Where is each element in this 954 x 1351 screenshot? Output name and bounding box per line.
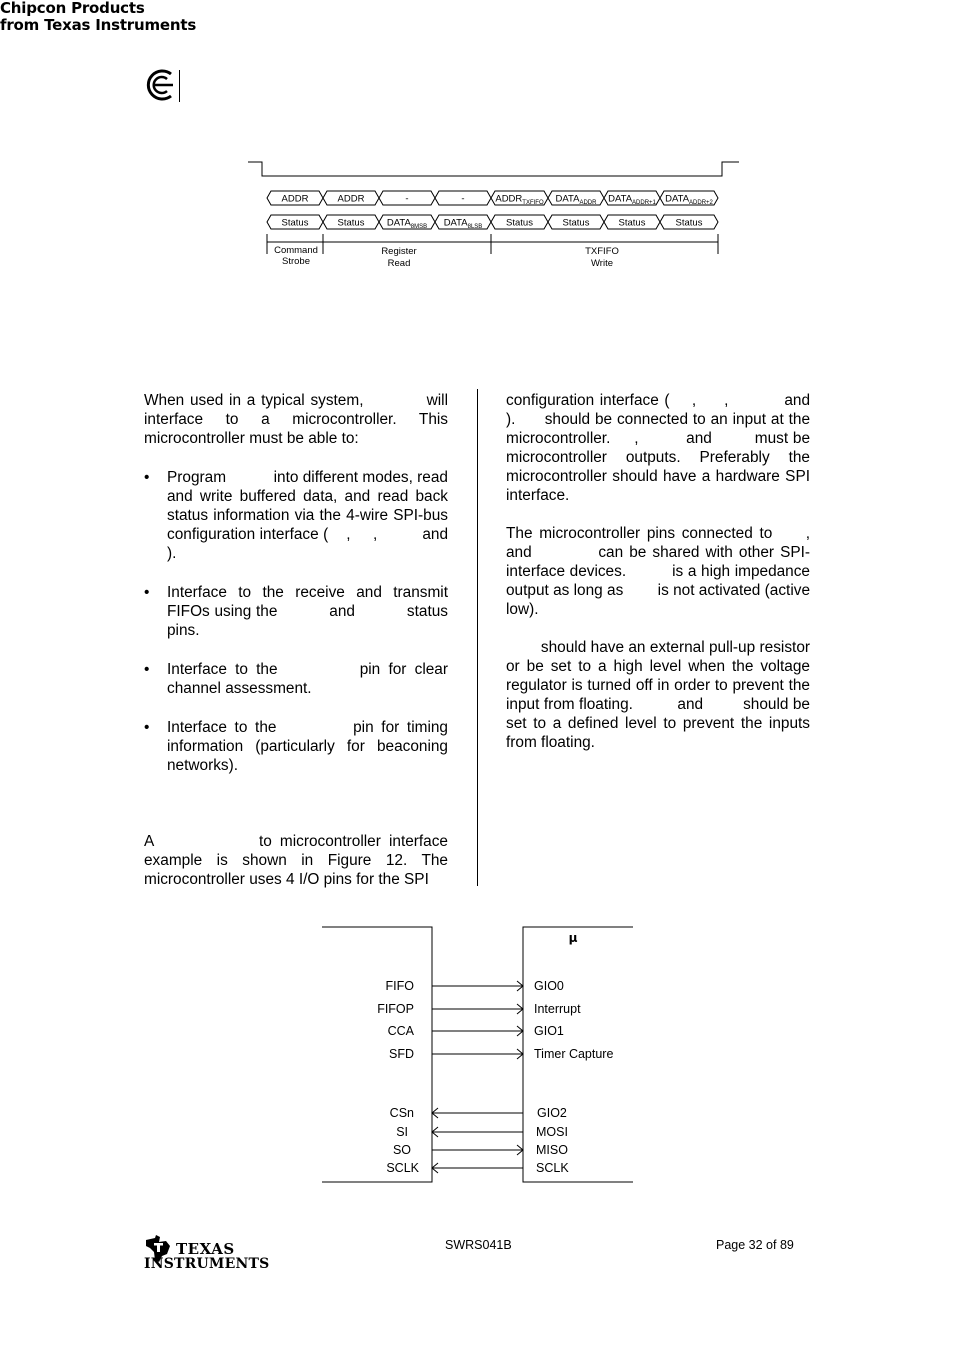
intro-paragraph: When used in a typical system, will interface to a microcontroller. This microcontroller must be able to:	[144, 392, 453, 447]
pin-gio2: GIO2	[537, 1106, 567, 1120]
pin-fifo: FIFO	[385, 979, 414, 993]
bus-cell-label: $DATA_{ADDR+2}$	[665, 193, 713, 206]
group-label-strobe: Strobe	[282, 256, 310, 267]
bullet-text: Interface to the pin for clear channel assessment.	[167, 661, 453, 697]
doc-id: SWRS041B	[445, 1238, 512, 1252]
bus-cell-label: $DATA_{8MSB}$	[386, 217, 428, 230]
pin-fifop: FIFOP	[377, 1002, 414, 1016]
pin-si: SI	[396, 1125, 408, 1139]
bus-cell-subscript: TXFIFO	[522, 200, 544, 206]
ti-logo-line-1: TEXAS	[176, 1240, 235, 1258]
bus-cell-subscript: 8LSB	[467, 224, 483, 230]
bus-cell-subscript: ADDR+2	[689, 200, 713, 206]
bus-cell-label: ADDR	[337, 193, 365, 205]
pin-timer-capture: Timer Capture	[534, 1047, 614, 1061]
pin-sclk-right: SCLK	[536, 1161, 569, 1175]
interface-example-paragraph: A to microcontroller interface example is shown in Figure 12. The microcontroller uses 4 I/O pins for the SPI	[144, 833, 453, 888]
mcu-label: μ	[568, 931, 578, 945]
bullet-dot: •	[144, 719, 150, 736]
brand-line-2: from Texas Instruments	[0, 16, 197, 34]
transceiver-box	[322, 927, 432, 1182]
shared-pins-paragraph: The microcontroller pins connected to , and can be shared with other SPI-interface devices. is a high impedance output as long as is not activated (active low).	[506, 525, 840, 618]
config-interface-paragraph: configuration interface ( , , and ). should be connected to an input at the microcontroller. , and must be microcontroller outputs. Preferably the microcontroller should have a hardware SPI interface.	[506, 392, 845, 504]
bus-cell-label: Status	[281, 217, 309, 229]
bullet-text: Program into different modes, read and write buffered data, and read back status information via the 4-wire SPI-bus configuration interface ( , , and ).	[167, 469, 474, 562]
group-label-command: Command	[274, 245, 318, 256]
pin-cca: CCA	[387, 1024, 414, 1038]
pin-interrupt: Interrupt	[534, 1002, 581, 1016]
group-label-write: Write	[591, 258, 613, 269]
bus-cell-label: ADDR	[281, 193, 309, 205]
pin-sfd: SFD	[389, 1047, 414, 1061]
bus-cell-label: Status	[506, 217, 533, 229]
bus-cell-label: Status	[618, 217, 646, 229]
bullet-text: Interface to the pin for timing information (particularly for beaconing networks).	[167, 719, 453, 774]
bus-cell-label: Status	[337, 217, 365, 229]
pin-sclk-left: SCLK	[386, 1161, 419, 1175]
bus-cell-label: Status	[562, 217, 590, 229]
brand-line-1: Chipcon Products	[0, 0, 145, 17]
pin-miso: MISO	[536, 1143, 568, 1157]
bus-cell-subscript: 8MSB	[410, 224, 428, 230]
pin-gio0: GIO0	[534, 979, 564, 993]
bus-cell-label: $DATA_{8LSB}$	[443, 217, 483, 230]
bullet-text: Interface to the receive and transmit FIFOs using the and status pins.	[167, 584, 453, 639]
pull-up-paragraph: should have an external pull-up resistor or be set to a high level when the voltage regulator is turned off in order to prevent the input from floating. and should be set to a defined level to prevent the inputs from floating.	[506, 639, 815, 751]
bus-cell-label: -	[461, 193, 465, 205]
bullet-dot: •	[144, 584, 150, 601]
group-label-txfifo: TXFIFO	[585, 246, 619, 257]
group-label-read: Read	[387, 258, 411, 269]
pin-gio1: GIO1	[534, 1024, 564, 1038]
pin-mosi: MOSI	[536, 1125, 568, 1139]
bus-cell-label: $DATA_{ADDR+1}$	[608, 193, 656, 206]
ti-logo-text	[144, 1240, 270, 1272]
ti-logo-line-2: INSTRUMENTS	[144, 1256, 270, 1272]
group-label-register: Register	[381, 246, 417, 257]
bus-cell-label: Status	[675, 217, 703, 229]
bullet-dot: •	[144, 661, 150, 678]
pin-so: SO	[392, 1143, 411, 1157]
bus-cell-subscript: ADDR	[579, 200, 597, 206]
bus-cell-label: -	[405, 193, 409, 205]
pin-csn: CSn	[389, 1106, 414, 1120]
bus-cell-label: $DATA_{ADDR}$	[555, 193, 597, 206]
bus-cell-label: $ADDR_{TXFIFO}$	[495, 193, 544, 206]
bullet-dot: •	[144, 469, 150, 486]
bus-cell-subscript: ADDR+1	[632, 200, 656, 206]
page-number: Page 32 of 89	[716, 1238, 794, 1252]
